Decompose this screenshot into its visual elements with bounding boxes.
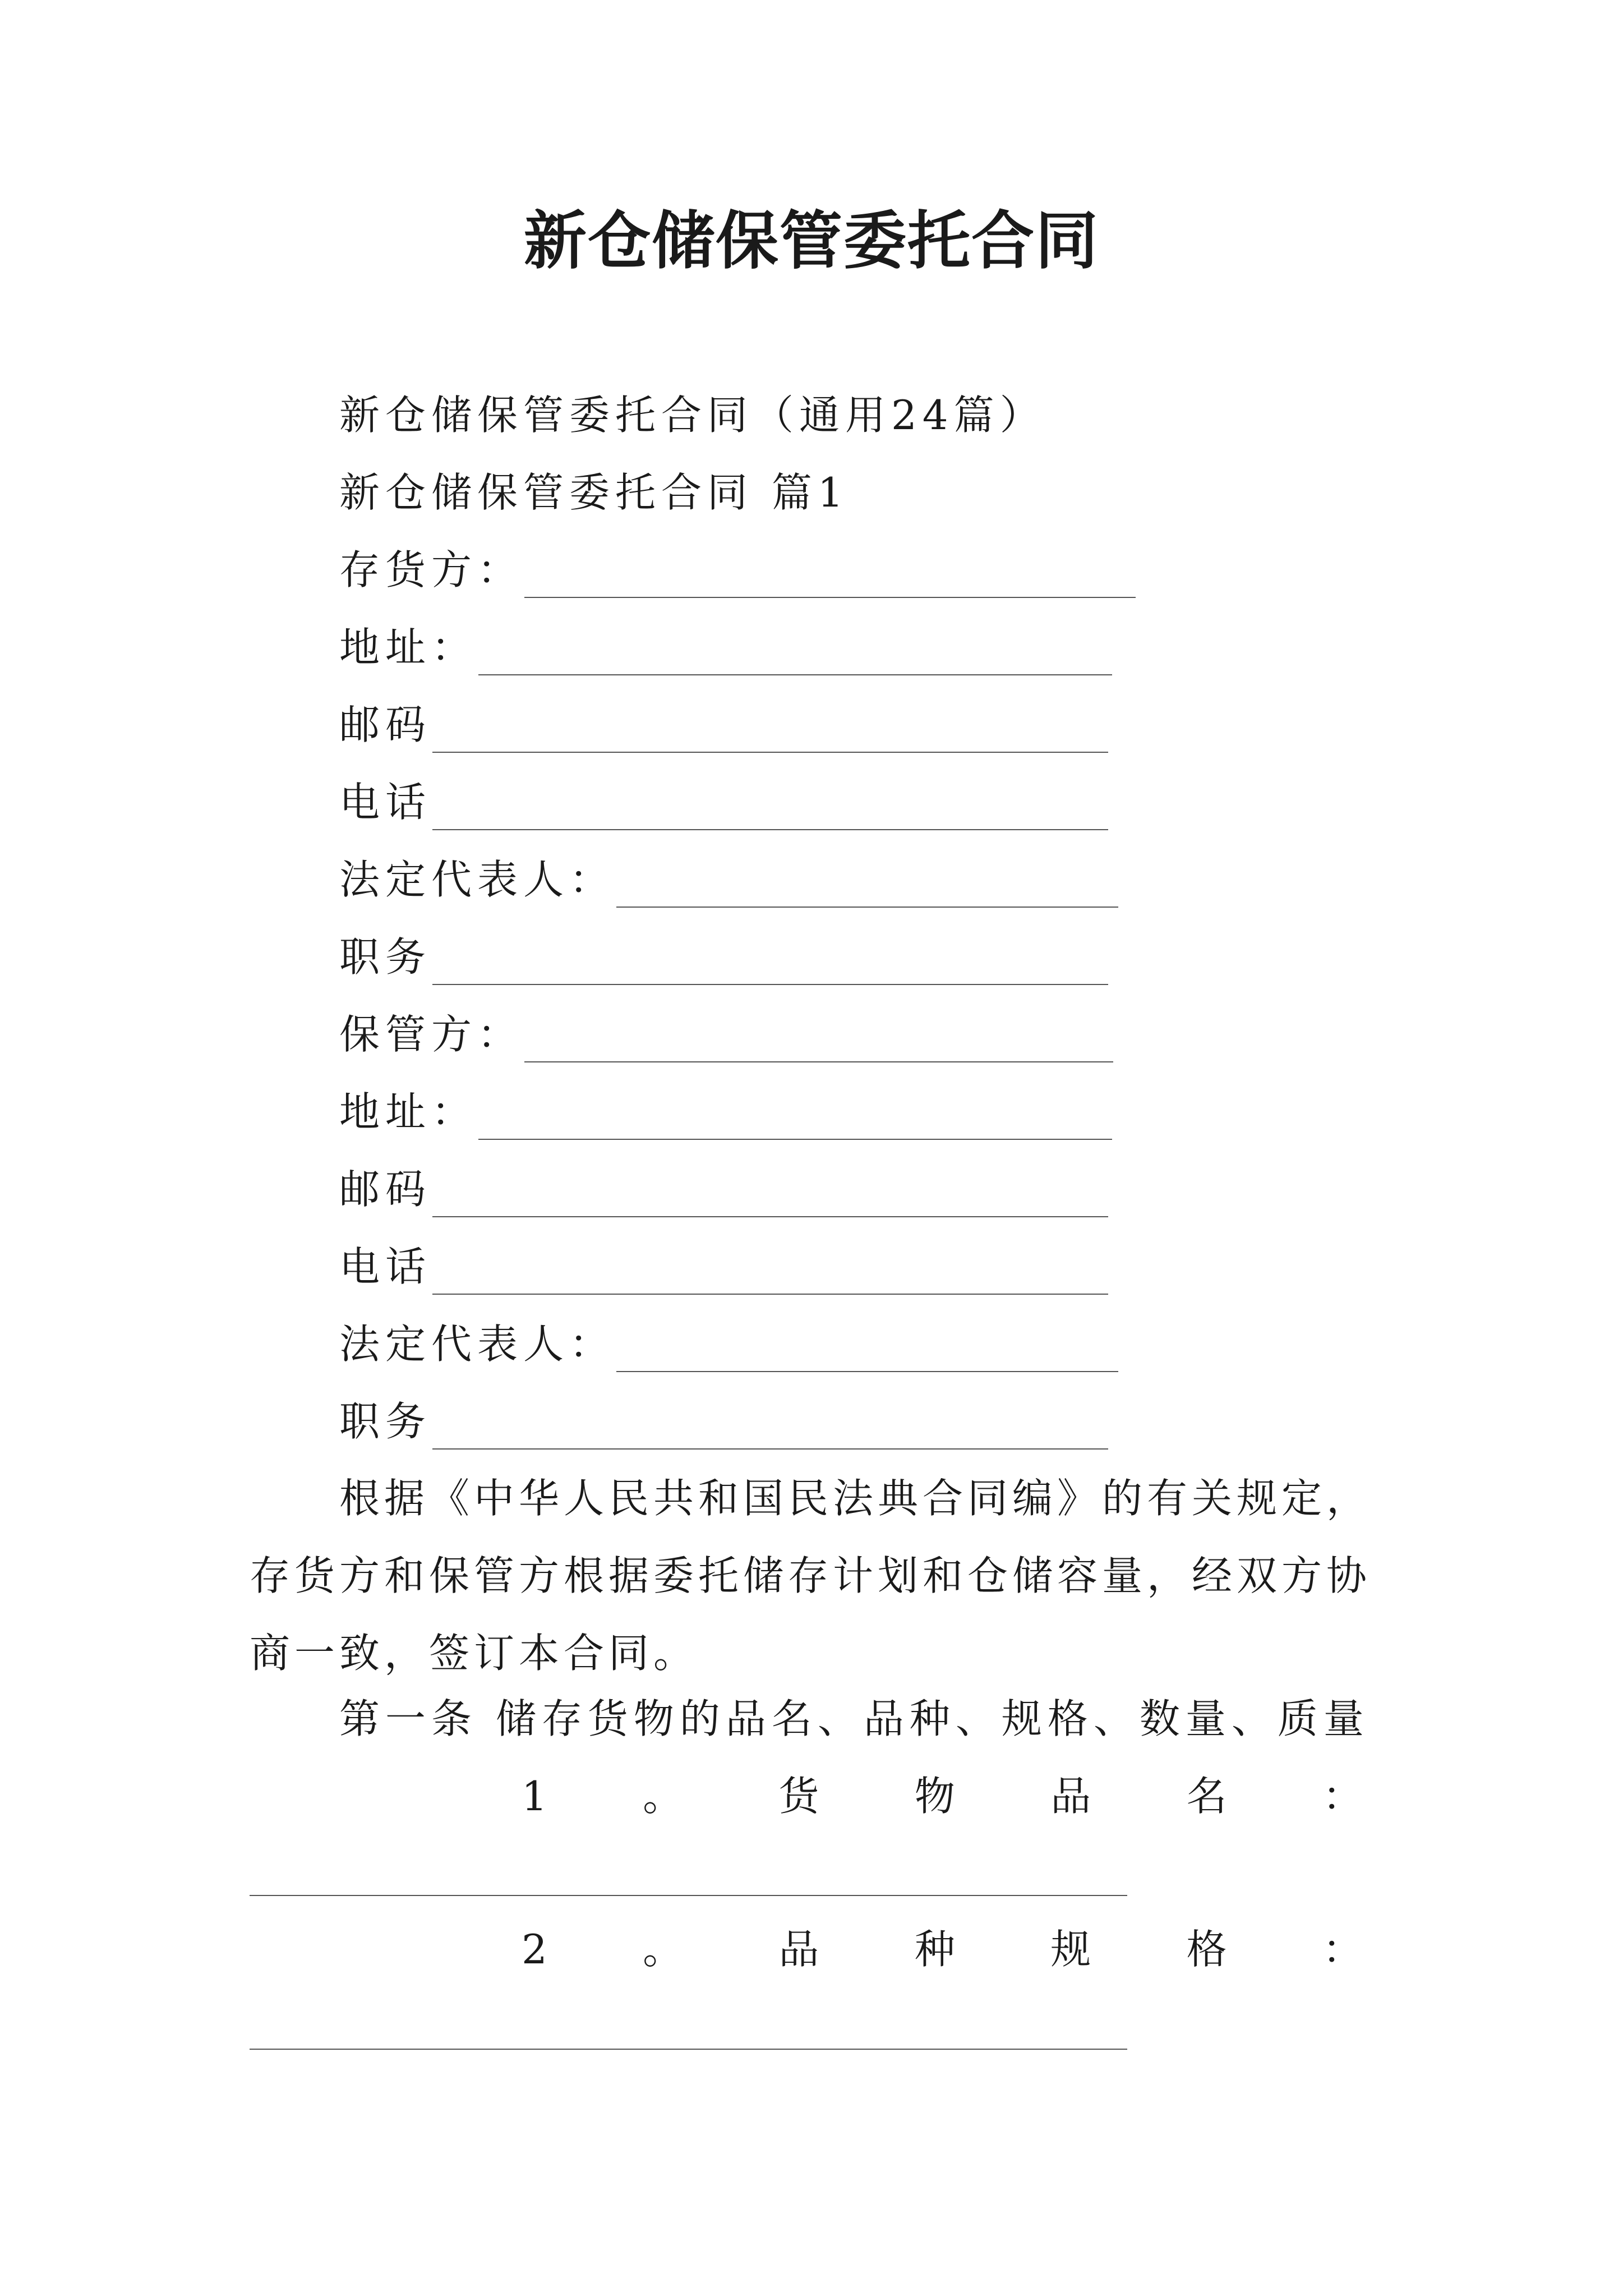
depositor-postcode-blank[interactable] [432,712,1108,753]
custodian-party-field [339,1006,1113,1062]
depositor-phone-blank[interactable] [432,790,1108,830]
depositor-legal-rep-field [339,852,1118,908]
depositor-party-label: 存货方： [339,546,524,593]
custodian-legal-rep-field [339,1316,1118,1372]
depositor-party-blank[interactable] [524,558,1136,598]
custodian-party-label: 保管方： [339,1011,524,1058]
custodian-phone-label: 电话 [339,1243,432,1290]
custodian-phone-field [339,1239,1108,1295]
item1-char: 。 [643,1773,684,1820]
custodian-party-blank[interactable] [524,1022,1113,1062]
custodian-legal-rep-label: 法定代表人： [339,1320,616,1368]
depositor-address-blank[interactable] [478,635,1112,675]
custodian-address-field [339,1084,1112,1140]
item1-char: 1 [522,1773,547,1820]
depositor-postcode-field [339,697,1108,753]
item2-blank[interactable] [250,2049,1127,2050]
item1-char: ： [1322,1773,1363,1820]
custodian-phone-blank[interactable] [432,1254,1108,1295]
item1-blank[interactable] [250,1895,1127,1896]
depositor-position-field [339,929,1108,985]
intro-paragraph [250,1460,1394,1692]
custodian-legal-rep-blank[interactable] [616,1332,1118,1372]
item2-char: ： [1322,1926,1363,1973]
item2-char: 格 [1186,1926,1227,1973]
custodian-address-label: 地址： [339,1088,478,1135]
document-subtitle: 新仓储保管委托合同（通用24篇） [339,392,1046,439]
item2-char: 种 [914,1926,955,1973]
depositor-position-blank[interactable] [432,945,1108,985]
depositor-legal-rep-label: 法定代表人： [339,856,616,903]
article1-heading: 第一条 储存货物的品名、品种、规格、数量、质量 [339,1695,1370,1742]
custodian-address-blank[interactable] [478,1099,1112,1140]
depositor-postcode-label: 邮码 [339,701,432,748]
item2-char: 2 [522,1926,547,1973]
custodian-position-label: 职务 [339,1398,432,1445]
item1-char: 品 [1050,1773,1091,1820]
document-title: 新仓储保管委托合同 [524,204,1099,278]
custodian-position-blank[interactable] [432,1409,1108,1450]
part-heading: 新仓储保管委托合同 篇1 [339,469,849,516]
custodian-postcode-field [339,1161,1108,1217]
depositor-party-field [339,542,1136,598]
custodian-postcode-label: 邮码 [339,1166,432,1213]
intro-paragraph-text: 根据《中华人民共和国民法典合同编》的有关规定，存货方和保管方根据委托储存计划和仓储容量，经双方协商一致，签订本合同。 [250,1475,1372,1677]
custodian-position-field [339,1393,1108,1450]
depositor-address-field [339,619,1112,675]
depositor-phone-label: 电话 [339,779,432,826]
depositor-legal-rep-blank[interactable] [616,867,1118,908]
item2-char: 规 [1050,1926,1091,1973]
item1-char: 货 [778,1773,819,1820]
item2-char: 。 [643,1926,684,1973]
item1-row [522,1768,1363,1824]
item2-row [522,1921,1363,1977]
depositor-phone-field [339,774,1108,830]
item2-char: 品 [778,1926,819,1973]
custodian-postcode-blank[interactable] [432,1177,1108,1217]
item1-char: 名 [1186,1773,1227,1820]
depositor-position-label: 职务 [339,933,432,981]
depositor-address-label: 地址： [339,624,478,671]
item1-char: 物 [914,1773,955,1820]
